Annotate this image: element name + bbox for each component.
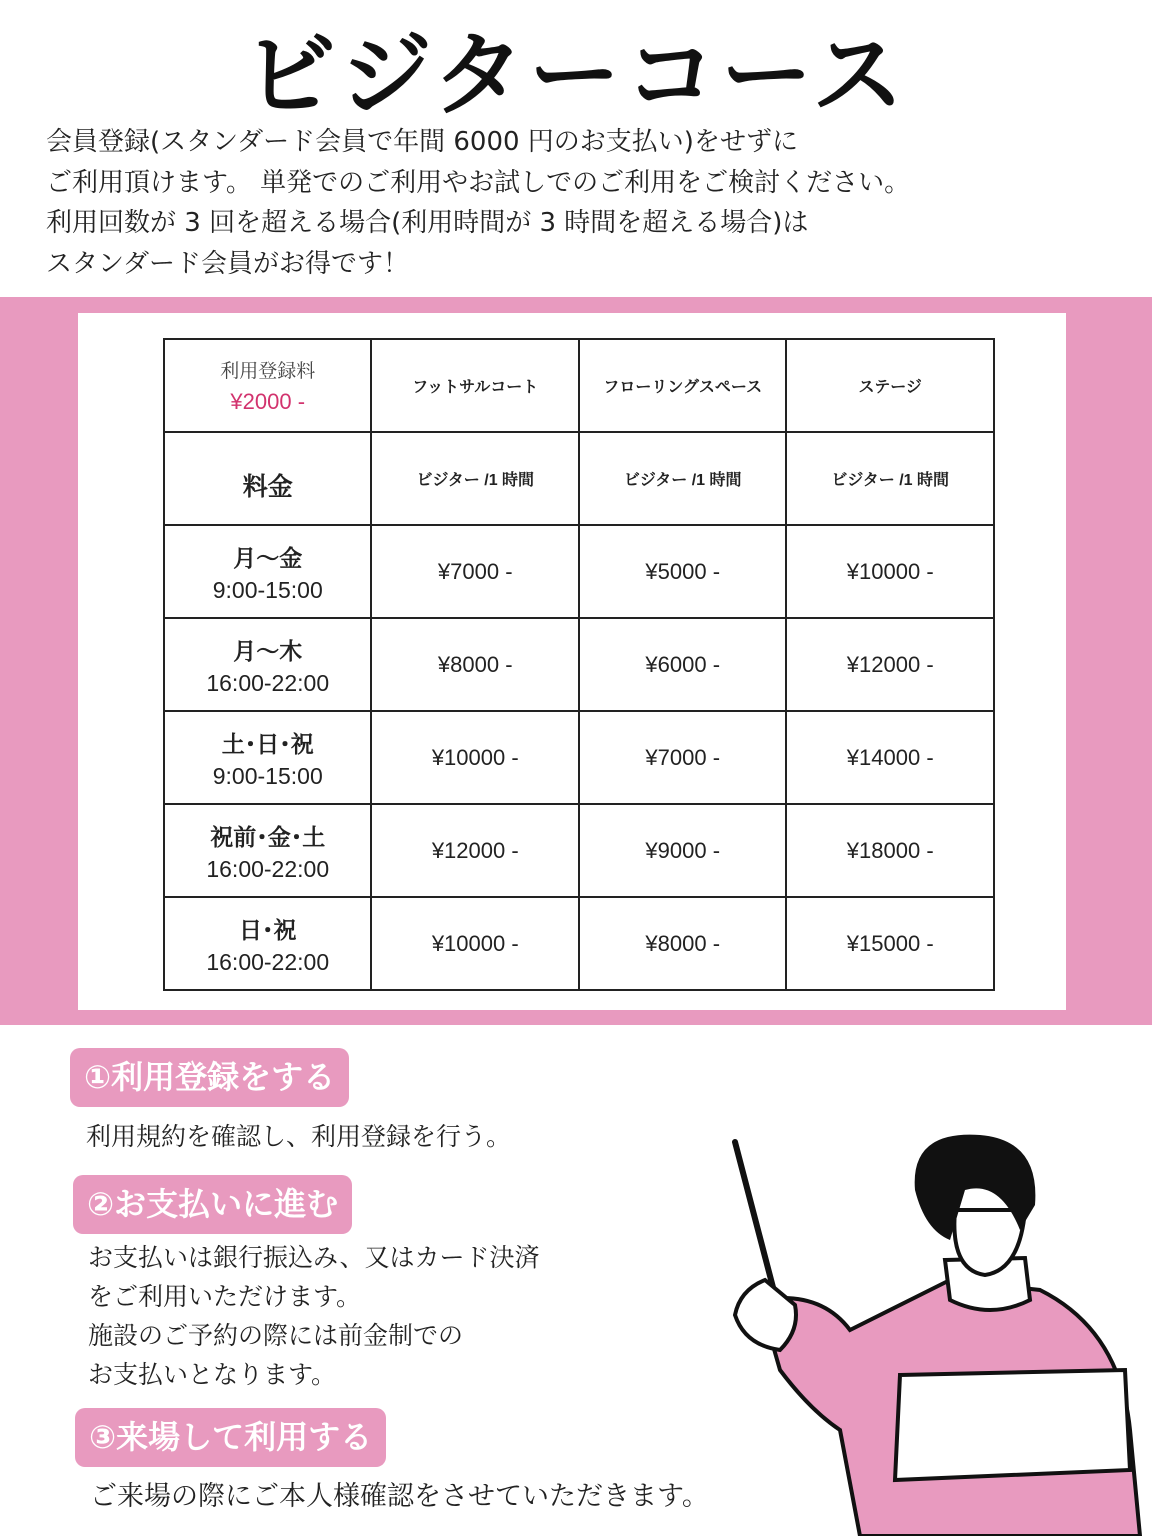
column-header: ステージ [786,339,994,432]
time-label: 16:00-22:00 [206,855,330,882]
price-table [163,338,995,991]
table-header-row [164,339,994,432]
day-label: 月～木 [233,637,303,664]
day-label: 土･日･祝 [221,730,314,757]
time-slot-cell [164,804,371,897]
unit-label: ビジター /1 時間 [579,432,786,525]
price-cell: ¥12000 - [786,618,994,711]
table-row [164,711,994,804]
intro-line: 利用回数が 3 回を超える場合(利用時間が 3 時間を超える場合)は [46,208,809,238]
step-2-text [88,1238,540,1394]
page-title: ビジターコース [244,22,908,129]
time-label: 16:00-22:00 [206,669,330,696]
registration-fee-cell [164,339,371,432]
intro-line: ご利用頂けます。 単発でのご利用やお試しでのご利用をご検討ください。 [46,167,911,198]
presenter-illustration-icon [700,1130,1152,1536]
unit-label: ビジター /1 時間 [786,432,994,525]
price-cell: ¥8000 - [371,618,579,711]
step-line: 利用規約を確認し、利用登録を行う。 [86,1122,512,1151]
step-3-badge: ③来場して利用する [75,1408,386,1467]
registration-fee-value: ¥2000 - [230,389,306,414]
time-label: 16:00-22:00 [206,948,330,975]
price-cell: ¥6000 - [579,618,786,711]
price-label: 料金 [164,432,371,525]
table-row [164,897,994,990]
step-line: お支払いとなります。 [88,1360,337,1389]
step-line: をご利用いただけます。 [88,1282,362,1311]
price-cell: ¥10000 - [786,525,994,618]
price-cell: ¥15000 - [786,897,994,990]
price-cell: ¥7000 - [579,711,786,804]
price-cell: ¥8000 - [579,897,786,990]
step-2-badge: ②お支払いに進む [73,1175,352,1234]
time-slot-cell [164,711,371,804]
price-cell: ¥5000 - [579,525,786,618]
step-line: ご来場の際にご本人様確認をさせていただきます。 [90,1481,709,1512]
column-header: フローリングスペース [579,339,786,432]
time-label: 9:00-15:00 [212,576,323,603]
step-3-text [90,1477,709,1516]
price-cell: ¥9000 - [579,804,786,897]
day-label: 月～金 [233,544,303,571]
table-unit-row [164,432,994,525]
time-label: 9:00-15:00 [212,762,323,789]
price-cell: ¥10000 - [371,711,579,804]
intro-line: スタンダード会員がお得です！ [46,248,409,279]
price-cell: ¥12000 - [371,804,579,897]
price-cell: ¥10000 - [371,897,579,990]
price-cell: ¥18000 - [786,804,994,897]
unit-label: ビジター /1 時間 [371,432,579,525]
day-label: 日･祝 [238,916,297,943]
column-header: フットサルコート [371,339,579,432]
table-row [164,525,994,618]
time-slot-cell [164,525,371,618]
intro-line: 会員登録(スタンダード会員で年間 6000 円のお支払い)をせずに [46,127,798,157]
table-row [164,618,994,711]
table-row [164,804,994,897]
time-slot-cell [164,618,371,711]
time-slot-cell [164,897,371,990]
step-line: 施設のご予約の際には前金制での [88,1321,464,1350]
price-cell: ¥14000 - [786,711,994,804]
step-line: お支払いは銀行振込み、又はカード決済 [88,1243,540,1272]
step-1-text [86,1117,511,1156]
registration-fee-label: 利用登録料 [220,361,316,382]
day-label: 祝前･金･土 [210,823,326,850]
intro-text [46,122,910,284]
price-cell: ¥7000 - [371,525,579,618]
step-1-badge: ①利用登録をする [70,1048,349,1107]
